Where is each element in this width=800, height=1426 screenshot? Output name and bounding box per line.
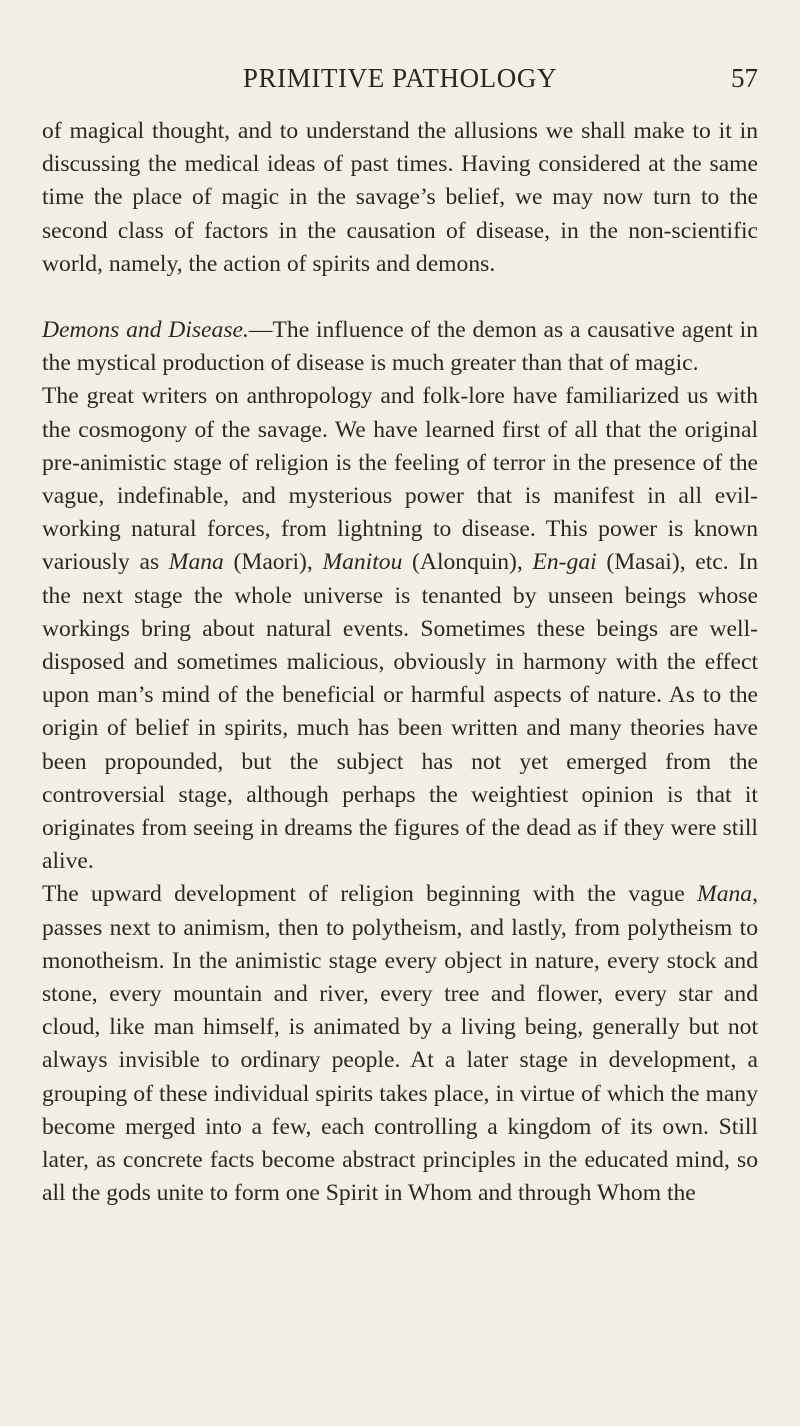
term-mana: Mana: [168, 549, 224, 576]
paragraph-3-text-2: (Maori),: [223, 549, 323, 576]
page-header: [42, 63, 758, 105]
term-en-gai: En-gai: [532, 549, 597, 576]
paragraph-4: [42, 878, 758, 1210]
body-text: [42, 115, 758, 1211]
paragraph-4-text-2: , passes next to animism, then to polytheism, and lastly, from polytheism to monotheism. In the animistic stage every object in nature, every stock and stone, every mountain and river, every tree and flower, every star and cloud, like man himself, is animated by a living being, generally but not always invisible to ordinary people. At a later stage in development, a grouping of these individual spirits takes place, in virtue of which the many become merged into a few, each controlling a kingdom of its own. Still later, as concrete facts become abstract principles in the educated mind, so all the gods unite to form one Spirit in Whom and through Whom the: [42, 881, 758, 1207]
paragraph-3: [42, 380, 758, 878]
paragraph-1: of magical thought, and to understand the allusions we shall make to it in discussing the medical ideas of past times. Having considered at the same time the place of magic in the savage’s belief, we may now turn to the second class of factors in the causation of disease, in the non-scientific world, namely, the action of spirits and demons.: [42, 118, 758, 277]
paragraph-2: [42, 314, 758, 380]
paragraph-4-text-1: The upward development of religion beginning with the vague: [42, 881, 698, 908]
page-number: 57: [731, 63, 758, 93]
running-head: PRIMITIVE PATHOLOGY: [242, 63, 558, 93]
paragraph-3-text-4: (Masai), etc. In the next stage the whole universe is tenanted by unseen beings whose workings bring about natural events. Sometimes these beings are well-disposed and sometimes malicious, obviously in harmony with the effect upon man’s mind of the beneficial or harmful aspects of nature. As to the origin of belief in spirits, much has been written and many theories have been propounded, but the subject has not yet emerged from the controversial stage, although perhaps the weightiest opinion is that it originates from seeing in dreams the figures of the dead as if they were still alive.: [42, 549, 758, 875]
paragraph-2-text: —The influence of the demon as a causative agent in the mystical production of disease is much greater than that of magic.: [42, 317, 759, 377]
section-heading: Demons and Disease.: [42, 317, 249, 344]
term-manitou: Manitou: [322, 549, 403, 576]
paragraph-3-text-3: (Alonquin),: [402, 549, 533, 576]
paragraph-3-text-1: The great writers on anthropology and folk-lore have familiarized us with the cosmogony of the savage. We have learned first of all that the original pre-animistic stage of religion is the feeling of terror in the presence of the vague, indefinable, and mysterious power that is manifest in all evil-working natural forces, from lightning to disease. This power is known variously as: [42, 383, 758, 576]
term-mana-2: Mana: [697, 881, 753, 908]
